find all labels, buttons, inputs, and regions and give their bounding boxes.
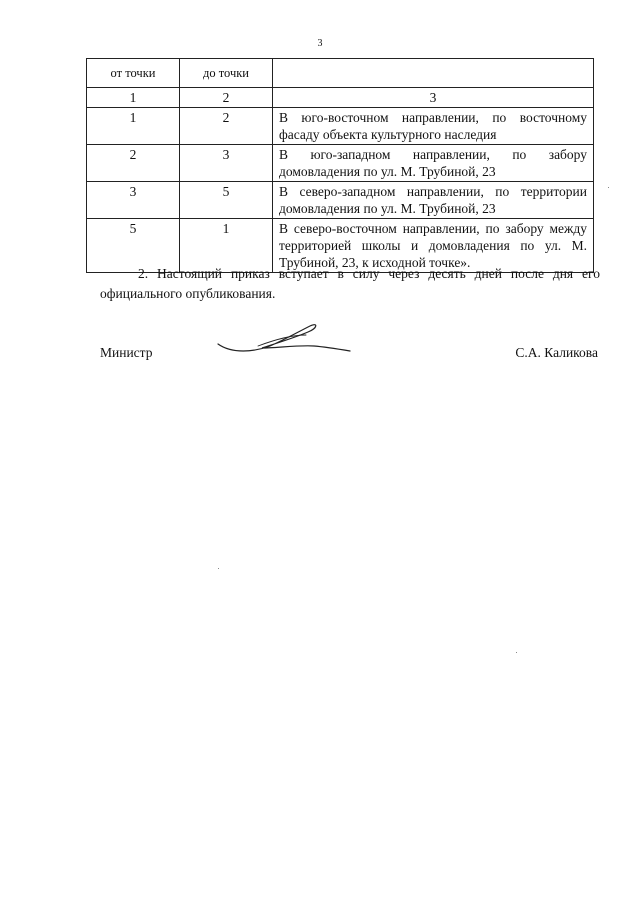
signatory-name: С.А. Каликова — [515, 345, 598, 360]
table-row — [87, 108, 594, 145]
scan-speck — [516, 652, 517, 653]
header-from: от точки — [87, 59, 180, 88]
index-cell-2: 2 — [180, 88, 273, 108]
signatory-role: Министр — [100, 345, 153, 360]
from-cell: 3 — [87, 182, 180, 219]
description-cell: В северо-западном направлении, по территории домовладения по ул. М. Трубиной, 23 — [273, 182, 594, 219]
scan-speck — [608, 187, 609, 188]
to-cell: 3 — [180, 145, 273, 182]
description-cell: В юго-западном направлении, по забору домовладения по ул. М. Трубиной, 23 — [273, 145, 594, 182]
header-description — [273, 59, 594, 88]
table-header-row — [87, 59, 594, 88]
table-index-row — [87, 88, 594, 108]
to-cell: 2 — [180, 108, 273, 145]
signature-icon — [214, 318, 354, 362]
from-cell: 1 — [87, 108, 180, 145]
description-cell: В северо-восточном направлении, по забору между территорией школы и домовладения по ул. М. Трубиной, 23, к исходной точке». — [273, 219, 594, 273]
from-cell: 5 — [87, 219, 180, 273]
header-to: до точки — [180, 59, 273, 88]
order-paragraph: 2. Настоящий приказ вступает в силу через десять дней после дня его официального опубликования. — [100, 266, 600, 301]
page-number: 3 — [317, 38, 323, 49]
index-cell-3: 3 — [273, 88, 594, 108]
to-cell: 1 — [180, 219, 273, 273]
from-cell: 2 — [87, 145, 180, 182]
table-row — [87, 182, 594, 219]
index-cell-1: 1 — [87, 88, 180, 108]
boundary-table — [86, 58, 594, 273]
table-row — [87, 145, 594, 182]
description-cell: В юго-восточном направлении, по восточному фасаду объекта культурного наследия — [273, 108, 594, 145]
scan-speck — [218, 568, 219, 569]
to-cell: 5 — [180, 182, 273, 219]
